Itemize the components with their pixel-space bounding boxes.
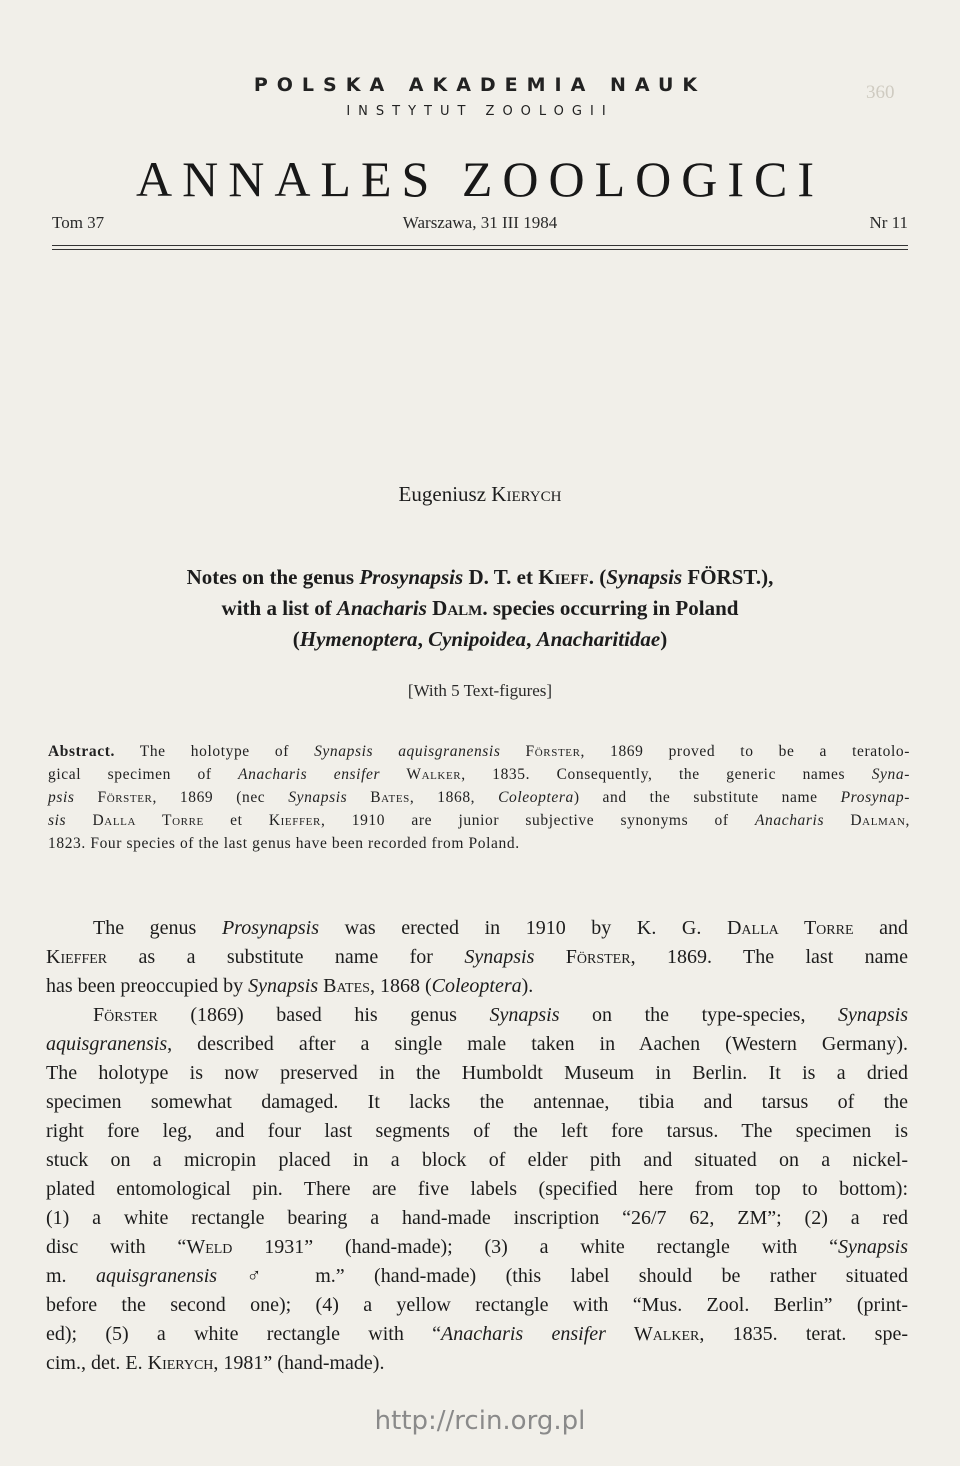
journal-title: ANNALES ZOOLOGICI (136, 151, 824, 207)
article-title (60, 562, 900, 655)
abstract-line: gical specimen of Anacharis ensifer Walker, 1835. Consequently, the generic names Syna- (48, 766, 910, 783)
issue-line (52, 213, 908, 241)
header-rule-top (52, 245, 908, 246)
abstract-line: 1823. Four species of the last genus have been recorded from Poland. (48, 835, 520, 852)
body-line: before the second one); (4) a yellow rectangle with “Mus. Zool. Berlin” (print- (46, 1294, 908, 1316)
body-line: cim., det. E. Kierych, 1981” (hand-made). (46, 1352, 385, 1374)
institute-name: INSTYTUT ZOOLOGII (346, 104, 614, 119)
body-line: has been preoccupied by Synapsis Bates, 1868 (Coleoptera). (46, 975, 534, 997)
abstract-label: Abstract. (48, 743, 115, 760)
issue-number: Nr 11 (869, 213, 908, 232)
volume: Tom 37 (52, 213, 105, 232)
title-line-3: (Hymenoptera, Cynipoidea, Anacharitidae) (292, 627, 668, 651)
body-line: specimen somewhat damaged. It lacks the antennae, tibia and tarsus of the (46, 1091, 908, 1113)
body-line: Förster (1869) based his genus Synapsis on the type-species, Synapsis (93, 1004, 909, 1026)
abstract-line: sis Dalla Torre et Kieffer, 1910 are junior subjective synonyms of Anacharis Dalman, (48, 812, 910, 829)
body-line: right fore leg, and four last segments of the left fore tarsus. The specimen is (46, 1120, 908, 1142)
body-line: The holotype is now preserved in the Humboldt Museum in Berlin. It is a dried (46, 1062, 908, 1084)
author-last-name: Kierych (491, 482, 562, 506)
author (0, 482, 960, 507)
header-rule-bottom (52, 249, 908, 250)
abstract-line: psis Förster, 1869 (nec Synapsis Bates, 1868, Coleoptera) and the substitute name Prosynap- (48, 789, 910, 806)
abstract-line: Abstract. The holotype of Synapsis aquisgranensis Förster, 1869 proved to be a teratolo- (48, 743, 910, 760)
body-text (46, 914, 908, 1378)
academy-name: POLSKA AKADEMIA NAUK (253, 74, 707, 96)
body-line: stuck on a micropin placed in a block of elder pith and situated on a nickel- (46, 1149, 908, 1171)
place-date: Warszawa, 31 III 1984 (402, 213, 558, 232)
title-line-1: Notes on the genus Prosynapsis D. T. et Kieff. (Synapsis FÖRST.), (186, 565, 774, 589)
body-line: Kieffer as a substitute name for Synapsis Förster, 1869. The last name (46, 946, 908, 968)
body-line: The genus Prosynapsis was erected in 1910 by K. G. Dalla Torre and (93, 917, 908, 939)
author-first-name: Eugeniusz (398, 482, 487, 506)
corner-page-number: 360 (866, 82, 895, 103)
body-line: aquisgranensis, described after a single male taken in Aachen (Western Germany). (46, 1033, 908, 1055)
body-line: plated entomological pin. There are five labels (specified here from top to bottom): (46, 1178, 908, 1200)
body-line: m. aquisgranensis ♂ m.” (hand-made) (this label should be rather situated (46, 1265, 908, 1287)
body-line: (1) a white rectangle bearing a hand-made inscription “26/7 62, ZM”; (2) a red (46, 1207, 908, 1229)
abstract (48, 740, 910, 855)
body-line: ed); (5) a white rectangle with “Anacharis ensifer Walker, 1835. terat. spe- (46, 1323, 908, 1345)
body-line: disc with “Weld 1931” (hand-made); (3) a white rectangle with “Synapsis (46, 1236, 908, 1258)
figures-note: [With 5 Text-figures] (407, 681, 553, 700)
title-line-2: with a list of Anacharis Dalm. species occurring in Poland (221, 596, 739, 620)
source-url-watermark: http://rcin.org.pl (374, 1406, 586, 1436)
